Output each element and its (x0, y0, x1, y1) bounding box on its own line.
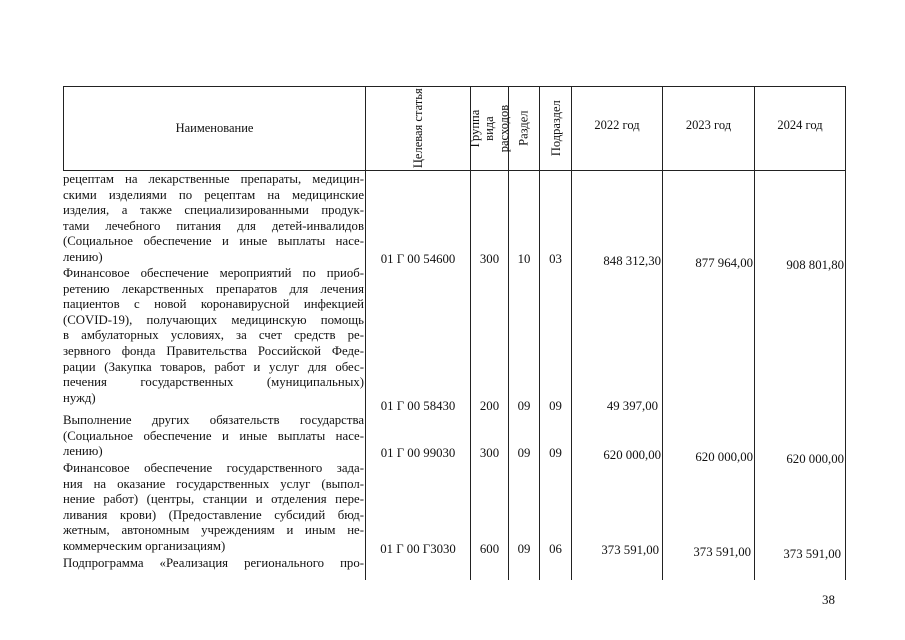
name-line: печения государственных (муниципальных) (63, 375, 364, 390)
header-section (509, 87, 539, 170)
name-line: ливания крови) (Предоставление субсидий бюд- (63, 507, 364, 522)
name-line: рации (Закупка товаров, работ и услуг для обес- (63, 359, 364, 374)
name-line: пациентов с новой коронавирусной инфекцией (63, 297, 364, 312)
cell-subsection: 09 (549, 399, 562, 413)
cell-subsection: 06 (549, 542, 562, 556)
name-line: скими изделиями по рецептам на медицинские (63, 187, 364, 202)
name-line: ния на оказание государственных услуг (выпол- (63, 476, 364, 491)
cell-group: 300 (479, 446, 500, 460)
name-line: рецептам на лекарственные препараты, медицин- (63, 172, 364, 186)
name-line: изделия, а также специализированными продук- (63, 203, 364, 218)
cell-2022: 848 312,30 (603, 254, 661, 268)
cell-2023: 877 964,00 (695, 256, 753, 270)
cell-group: 300 (479, 252, 500, 266)
cell-section: 09 (517, 446, 531, 460)
cell-target: 01 Г 00 99030 (380, 446, 456, 460)
name-line: (COVID-19), получающих медицинскую помощь (63, 312, 364, 327)
name-line: тами лечебного питания для детей-инвалидов (63, 218, 364, 233)
cell-2023: 373 591,00 (693, 545, 751, 559)
name-line: жетным, автономным учреждениям и иным не- (63, 523, 364, 538)
cell-target: 01 Г 00 54600 (380, 252, 456, 266)
name-line: Выполнение других обязательств государства (63, 413, 364, 427)
table-row-name (63, 266, 364, 406)
name-line: лению) (63, 249, 103, 264)
header-group-label: Группа вида расходов (467, 104, 511, 153)
table-row-name (63, 556, 364, 572)
header-2023-label: 2023 год (685, 117, 732, 132)
name-line: лению) (63, 444, 103, 459)
page-number: 38 (822, 592, 835, 607)
cell-2024: 620 000,00 (786, 452, 844, 466)
name-line: ретению лекарственных препаратов для лечения (63, 281, 364, 296)
table-row-name (63, 413, 364, 460)
name-line: коммерческим организациям) (63, 538, 226, 553)
header-2023 (663, 87, 754, 163)
header-target (366, 87, 470, 170)
cell-2022: 620 000,00 (603, 448, 661, 462)
name-line: Финансовое обеспечение государственного зада- (63, 461, 364, 475)
cell-group: 600 (479, 542, 500, 556)
header-name-label: Наименование (175, 121, 254, 136)
cell-group: 200 (479, 399, 500, 413)
name-line: в амбулаторных условиях, за счет средств ре- (63, 328, 364, 343)
header-bottom-border (63, 170, 846, 171)
cell-2024: 908 801,80 (786, 258, 844, 272)
name-line: нужд) (63, 390, 96, 405)
header-section-label: Раздел (516, 110, 531, 147)
cell-subsection: 09 (549, 446, 562, 460)
cell-target: 01 Г 00 Г3030 (380, 542, 456, 556)
cell-2022: 373 591,00 (601, 543, 659, 557)
name-line: Финансовое обеспечение мероприятий по приоб- (63, 266, 364, 280)
name-line: Подпрограмма «Реализация регионального про- (63, 556, 364, 570)
header-2022 (572, 87, 662, 163)
header-subsection (540, 87, 571, 170)
cell-2023: 620 000,00 (695, 450, 753, 464)
cell-subsection: 03 (549, 252, 562, 266)
cell-section: 09 (517, 542, 531, 556)
name-line: (Социальное обеспечение и иные выплаты насе- (63, 234, 364, 249)
header-2024 (755, 87, 845, 163)
header-2024-label: 2024 год (777, 117, 823, 132)
name-line: зервного фонда Правительства Российской Феде- (63, 343, 364, 358)
name-line: (Социальное обеспечение и иные выплаты насе- (63, 428, 364, 443)
header-subsection-label: Подраздел (548, 100, 563, 157)
header-2022-label: 2022 год (594, 117, 640, 132)
cell-2024: 373 591,00 (783, 547, 841, 561)
table-row-name (63, 172, 364, 266)
name-line: нение работ) (центры, станции и отделения пере- (63, 492, 364, 507)
header-target-label: Целевая статья (410, 88, 425, 169)
header-name (64, 87, 365, 170)
table-row-name (63, 461, 364, 555)
cell-section: 10 (517, 252, 531, 266)
header-group (467, 87, 511, 170)
cell-target: 01 Г 00 58430 (380, 399, 456, 413)
table-right-border (845, 86, 846, 580)
cell-2022: 49 397,00 (606, 399, 658, 413)
cell-section: 09 (517, 399, 531, 413)
